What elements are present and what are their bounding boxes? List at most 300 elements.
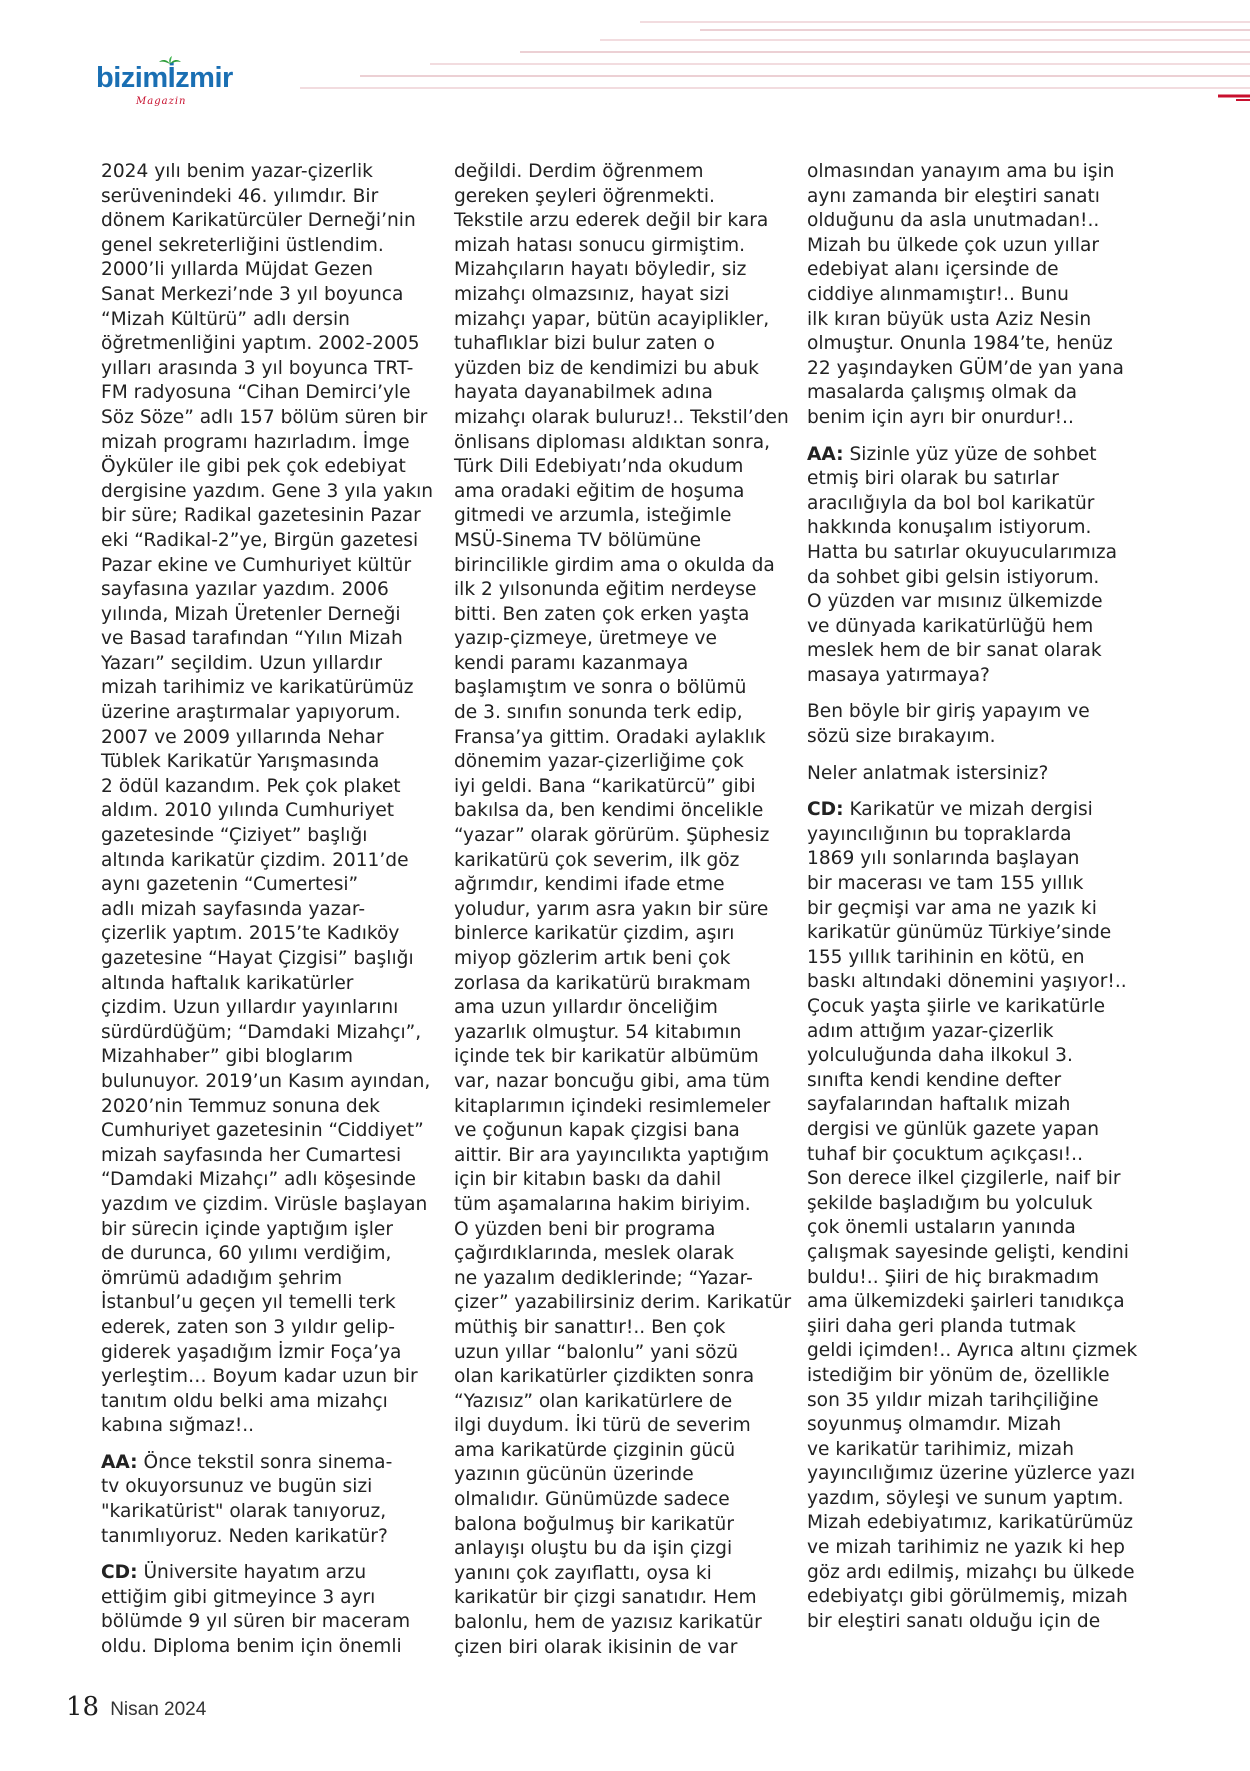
text-line	[101, 627, 441, 652]
text-line	[101, 898, 441, 923]
text-line	[101, 480, 441, 505]
text-line	[807, 798, 1147, 823]
text-line	[101, 1341, 441, 1366]
text-line-content: 155 yıllık tarihinin en kötü, en	[807, 946, 1085, 968]
text-line	[101, 726, 441, 751]
palm-tree-icon	[158, 56, 182, 80]
text-line	[454, 1586, 794, 1611]
text-line-content: ama oradaki eğitim de hoşuma	[454, 480, 745, 502]
text-line	[101, 972, 441, 997]
text-line	[454, 258, 794, 283]
text-line	[101, 1242, 441, 1267]
text-line-content: birincilikle girdim ama o okulda da	[454, 554, 775, 576]
text-line-content: soyunmuş olmamdır. Mizah	[807, 1414, 1062, 1436]
text-line	[454, 529, 794, 554]
text-line-content: çizdim. Uzun yıllardır yayınlarını	[101, 997, 399, 1019]
text-line-content: karikatür günümüz Türkiye’sinde	[807, 922, 1112, 944]
text-line	[101, 799, 441, 824]
text-line	[454, 627, 794, 652]
text-line-content: 2024 yılı benim yazar-çizerlik	[101, 161, 373, 182]
text-line	[454, 824, 794, 849]
text-line-content: balonlu, hem de yazısız karikatür	[454, 1612, 762, 1634]
text-line-content: MSÜ-Sinema TV bölümüne	[454, 529, 702, 551]
article-column-3	[807, 160, 1147, 1646]
text-line	[454, 1513, 794, 1538]
text-line	[101, 554, 441, 579]
text-line	[807, 700, 1147, 725]
text-line-content: O yüzden var mısınız ülkemizde	[807, 591, 1103, 613]
text-line-content: sözü size bırakayım.	[807, 726, 996, 748]
text-line-content: mizah tarihimiz ve karikatürümüz	[101, 677, 414, 699]
text-line	[101, 160, 441, 185]
text-line	[101, 947, 441, 972]
text-line-content: bakılsa da, ben kendimi öncelikle	[454, 800, 764, 822]
text-line-content: 2020’nin Temmuz sonuna dek	[101, 1095, 380, 1117]
logo-wordmark: bizimİzmir	[96, 62, 233, 94]
text-line-content: yüzden biz de kendimizi bu abuk	[454, 357, 759, 379]
text-line	[101, 873, 441, 898]
text-line-content: bölümde 9 yıl süren bir maceram	[101, 1611, 411, 1633]
text-line	[807, 1610, 1147, 1635]
text-line	[454, 947, 794, 972]
text-line-content: olmasından yanayım ama bu işin	[807, 161, 1115, 182]
text-line-content: olduğunu da asla unutmadan!..	[807, 210, 1100, 232]
text-line	[454, 1291, 794, 1316]
text-line	[807, 209, 1147, 234]
text-line	[101, 1610, 441, 1635]
text-line-content: bulunuyor. 2019’un Kasım ayından,	[101, 1070, 431, 1092]
text-line-content: üzerine araştırmalar yapıyorum.	[101, 702, 401, 724]
text-line-content: 22 yaşındayken GÜM’de yan yana	[807, 357, 1124, 379]
text-line	[101, 701, 441, 726]
text-line	[454, 1439, 794, 1464]
text-line	[454, 1070, 794, 1095]
text-line-content: mizahçı olmazsınız, hayat sizi	[454, 283, 730, 305]
text-line-content: ciddiye alınmamıştır!.. Bunu	[807, 283, 1069, 305]
text-line	[101, 1525, 441, 1550]
text-line-content: “Yazısız” olan karikatürlere de	[454, 1390, 733, 1412]
text-line	[101, 1070, 441, 1095]
text-line-content: Neler anlatmak istersiniz?	[807, 762, 1049, 784]
text-line	[101, 1267, 441, 1292]
body-paragraph	[807, 160, 1147, 431]
text-line	[454, 578, 794, 603]
text-line	[807, 566, 1147, 591]
text-line-content: Cumhuriyet gazetesinin “Ciddiyet”	[101, 1120, 424, 1142]
text-line	[454, 1267, 794, 1292]
text-line-content: Öyküler ile gibi pek çok edebiyat	[101, 456, 406, 478]
text-line	[454, 160, 794, 185]
text-line-content: İstanbul’u geçen yıl temelli terk	[101, 1292, 396, 1314]
text-line-content: ilk kıran büyük usta Aziz Nesin	[807, 308, 1092, 330]
interview-paragraph	[101, 1451, 441, 1549]
text-line-content: öğretmenliğini yaptım. 2002-2005	[101, 333, 420, 355]
text-line	[807, 1069, 1147, 1094]
text-line	[454, 357, 794, 382]
text-line	[807, 185, 1147, 210]
text-line-content: dergisi ve günlük gazete yapan	[807, 1118, 1100, 1140]
text-line	[454, 972, 794, 997]
text-line	[807, 639, 1147, 664]
text-line	[101, 234, 441, 259]
text-line-content: Mizah bu ülkede çok uzun yıllar	[807, 234, 1100, 256]
text-line	[807, 1143, 1147, 1168]
text-line-content: son 35 yıldır mizah tarihçiliğine	[807, 1389, 1099, 1411]
text-line	[454, 1021, 794, 1046]
text-line-content: Söz Söze” adlı 157 bölüm süren bir	[101, 406, 428, 428]
text-line-content: Mizah edebiyatımız, karikatürümüz	[807, 1512, 1134, 1534]
text-line-content: hakkında konuşalım istiyorum.	[807, 517, 1092, 539]
text-line	[101, 1218, 441, 1243]
text-line-content: olmuştur. Onunla 1984’te, henüz	[807, 333, 1113, 355]
text-line-content: Sanat Merkezi’nde 3 yıl boyunca	[101, 283, 404, 305]
text-line	[807, 332, 1147, 357]
text-line-content: Önce tekstil sonra sinema-	[137, 1451, 393, 1473]
text-line-content: Tekstile arzu ederek değil bir kara	[454, 210, 769, 232]
text-line-content: dönemim yazar-çizerliğime çok	[454, 751, 744, 773]
text-line-content: ettiğim gibi gitmeyince 3 ayrı	[101, 1586, 376, 1608]
text-line-content: şiiri daha geri planda tutmak	[807, 1315, 1076, 1337]
text-line-content: 1869 yılı sonlarında başlayan	[807, 848, 1080, 870]
text-line-content: mizah hatası sonucu girmiştim.	[454, 234, 746, 256]
text-line-content: “Damdaki Mizahçı” adlı köşesinde	[101, 1169, 416, 1191]
text-line	[454, 455, 794, 480]
text-line-content: altında haftalık karikatürler	[101, 972, 354, 994]
text-line-content: FM radyosuna “Cihan Demirci’yle	[101, 382, 411, 404]
text-line	[454, 922, 794, 947]
text-line-content: yayıncılığının bu topraklarda	[807, 823, 1072, 845]
text-line	[807, 492, 1147, 517]
text-line-content: yanını çok zayıflattı, oysa ki	[454, 1562, 712, 1584]
text-line	[454, 209, 794, 234]
text-line-content: Karikatür ve mizah dergisi	[843, 799, 1093, 821]
text-line	[101, 750, 441, 775]
text-line	[454, 1390, 794, 1415]
text-line-content: aynı gazetenin “Cumertesi”	[101, 874, 359, 896]
text-line	[454, 1316, 794, 1341]
logo-subtitle: Magazin	[136, 96, 187, 107]
text-line	[101, 504, 441, 529]
text-line	[454, 504, 794, 529]
text-line-content: Pazar ekine ve Cumhuriyet kültür	[101, 554, 412, 576]
text-line-content: yazdım, söyleşi ve sunum yaptım.	[807, 1487, 1124, 1509]
text-line	[101, 406, 441, 431]
text-line	[101, 849, 441, 874]
text-line-content: 2 ödül kazandım. Pek çok plaket	[101, 775, 401, 797]
text-line	[807, 1339, 1147, 1364]
text-line-content: bir süre; Radikal gazetesinin Pazar	[101, 505, 421, 527]
text-line-content: kabına sığmaz!..	[101, 1415, 255, 1437]
text-line	[807, 1093, 1147, 1118]
text-line	[807, 1315, 1147, 1340]
text-line	[454, 1611, 794, 1636]
text-line-content: içinde tek bir karikatür albümüm	[454, 1046, 759, 1068]
text-line-content: de durunca, 60 yılımı verdiğim,	[101, 1243, 392, 1265]
text-line	[807, 1536, 1147, 1561]
text-line-content: mizahçı olarak buluruz!.. Tekstil’den	[454, 406, 789, 428]
text-line-content: meslek hem de bir sanat olarak	[807, 640, 1102, 662]
speaker-label: CD:	[101, 1562, 138, 1584]
text-line-content: bir geçmişi var ama ne yazık ki	[807, 897, 1097, 919]
text-line-content: tanımlıyoruz. Neden karikatür?	[101, 1525, 388, 1547]
text-line	[807, 615, 1147, 640]
text-line-content: Mizahçıların hayatı böyledir, siz	[454, 259, 747, 281]
text-line-content: “Mizah Kültürü” adlı dersin	[101, 308, 350, 330]
text-line-content: gazetesine “Hayat Çizgisi” başlığı	[101, 948, 414, 969]
text-line	[101, 1475, 441, 1500]
text-line-content: kendi paramı kazanmaya	[454, 652, 689, 674]
text-line	[101, 676, 441, 701]
text-line	[454, 799, 794, 824]
text-line	[101, 258, 441, 283]
text-line-content: çalışmak sayesinde gelişti, kendini	[807, 1241, 1129, 1263]
text-line	[454, 308, 794, 333]
text-line	[454, 1463, 794, 1488]
text-line	[101, 1193, 441, 1218]
text-line	[454, 1218, 794, 1243]
text-line-content: giderek yaşadığım İzmir Foça’ya	[101, 1341, 402, 1363]
text-line	[807, 1487, 1147, 1512]
text-line-content: müthiş bir sanattır!.. Ben çok	[454, 1316, 726, 1338]
text-line	[101, 1021, 441, 1046]
text-line	[454, 1045, 794, 1070]
text-line-content: aldım. 2010 yılında Cumhuriyet	[101, 800, 395, 822]
magazine-logo	[96, 62, 246, 114]
text-line-content: adım attığım yazar-çizerlik	[807, 1020, 1054, 1042]
text-line-content: ve karikatür tarihimiz, mizah	[807, 1438, 1074, 1460]
text-line-content: tuhaflıklar bizi bulur zaten o	[454, 333, 715, 355]
text-line-content: oldu. Diploma benim için önemli	[101, 1636, 402, 1658]
text-line	[101, 185, 441, 210]
text-line	[807, 1020, 1147, 1045]
text-line	[807, 897, 1147, 922]
text-line	[807, 467, 1147, 492]
text-line	[101, 1561, 441, 1586]
text-line-content: edebiyat alanı içersinde de	[807, 259, 1059, 281]
text-line-content: yazının gücünün üzerinde	[454, 1464, 694, 1486]
text-line	[454, 1414, 794, 1439]
text-line	[454, 701, 794, 726]
text-line	[807, 258, 1147, 283]
text-line-content: aittir. Bir ara yayıncılıkta yaptığım	[454, 1144, 770, 1166]
speaker-label: AA:	[807, 443, 844, 465]
text-line-content: ama karikatürde çizginin gücü	[454, 1439, 736, 1461]
text-line	[454, 1095, 794, 1120]
text-line	[807, 541, 1147, 566]
text-line	[807, 590, 1147, 615]
text-line	[807, 1192, 1147, 1217]
text-line-content: çizer” yazabilirsiniz derim. Karikatür	[454, 1292, 792, 1314]
text-line	[454, 283, 794, 308]
text-line-content: edebiyatçı gibi görülmemiş, mizah	[807, 1586, 1128, 1608]
text-line	[101, 431, 441, 456]
text-line-content: ederek, zaten son 3 yıldır gelip-	[101, 1316, 395, 1338]
text-line	[807, 283, 1147, 308]
text-line	[807, 921, 1147, 946]
speaker-label: AA:	[101, 1451, 138, 1473]
text-line	[807, 1044, 1147, 1069]
text-line	[101, 922, 441, 947]
text-line	[454, 676, 794, 701]
article-column-2	[454, 160, 794, 1672]
text-line	[807, 847, 1147, 872]
text-line-content: uzun yıllar “balonlu” yani sözü	[454, 1341, 738, 1363]
text-line-content: zorlasa da karikatürü bırakmam	[454, 972, 751, 994]
text-line-content: yayıncılığımız üzerine yüzlerce yazı	[807, 1463, 1136, 1485]
text-line-content: önlisans diploması aldıktan sonra,	[454, 431, 771, 453]
text-line	[807, 995, 1147, 1020]
text-line	[101, 1500, 441, 1525]
text-line-content: masaya yatırmaya?	[807, 664, 990, 686]
text-line	[807, 234, 1147, 259]
speaker-label: CD:	[807, 799, 844, 821]
text-line-content: bir eleştiri sanatı olduğu için de	[807, 1610, 1101, 1632]
interview-paragraph	[807, 443, 1147, 689]
text-line-content: “yazar” olarak görürüm. Şüphesiz	[454, 825, 770, 847]
text-line	[807, 308, 1147, 333]
text-line	[807, 1585, 1147, 1610]
text-line-content: anlayışı oluştu bu da işin çizgi	[454, 1538, 733, 1560]
text-line-content: ve Basad tarafından “Yılın Mizah	[101, 628, 403, 650]
text-line	[807, 443, 1147, 468]
text-line-content: de 3. sınıfın sonunda terk edip,	[454, 702, 743, 724]
text-line-content: 2007 ve 2009 yıllarında Nehar	[101, 726, 384, 748]
text-line-content: yazarlık olmuştur. 54 kitabımın	[454, 1021, 742, 1043]
text-line	[454, 849, 794, 874]
text-line	[101, 775, 441, 800]
text-line-content: gereken şeyleri öğrenmekti.	[454, 185, 715, 207]
text-line	[807, 357, 1147, 382]
text-line	[454, 603, 794, 628]
text-line	[101, 381, 441, 406]
text-line	[101, 283, 441, 308]
text-line-content: yılında, Mizah Üretenler Derneği	[101, 603, 401, 625]
text-line-content: yazıp-çizmeye, üretmeye ve	[454, 628, 717, 650]
text-line-content: gazetesinde “Çiziyet” başlığı	[101, 825, 368, 847]
text-line-content: için bir kitabın baskı da dahil	[454, 1169, 722, 1191]
text-line	[101, 652, 441, 677]
body-paragraph	[101, 160, 441, 1439]
text-line-content: ömrümü adadığım şehrim	[101, 1267, 343, 1289]
text-line	[101, 1144, 441, 1169]
text-line	[101, 529, 441, 554]
text-line-content: Türk Dili Edebiyatı’nda okudum	[454, 456, 744, 478]
text-line-content: gitmedi ve arzumla, isteğimle	[454, 505, 732, 527]
text-line-content: ama ülkemizdeki şairleri tanıdıkça	[807, 1291, 1125, 1313]
text-line-content: binlerce karikatür çizdim, aşırı	[454, 923, 735, 945]
text-line-content: O yüzden beni bir programa	[454, 1218, 716, 1240]
text-line	[454, 996, 794, 1021]
text-line	[101, 1365, 441, 1390]
text-line-content: bir macerası ve tam 155 yıllık	[807, 873, 1084, 895]
text-line-content: olmalıdır. Günümüzde sadece	[454, 1489, 730, 1511]
text-line-content: Son derece ilkel çizgilerle, naif bir	[807, 1168, 1121, 1190]
text-line	[807, 381, 1147, 406]
text-line-content: istediğim bir yönüm de, özellikle	[807, 1364, 1110, 1386]
text-line	[454, 1341, 794, 1366]
text-line	[807, 1241, 1147, 1266]
text-line	[807, 872, 1147, 897]
text-line-content: adlı mizah sayfasında yazar-	[101, 898, 366, 920]
text-line-content: etmiş biri olarak bu satırlar	[807, 468, 1059, 490]
text-line	[101, 209, 441, 234]
text-line-content: geldi içimden!.. Ayrıca altını çizmek	[807, 1340, 1138, 1362]
text-line	[807, 1266, 1147, 1291]
text-line-content: Çocuk yaşta şiirle ve karikatürle	[807, 996, 1106, 1017]
text-line	[101, 1291, 441, 1316]
text-line	[454, 185, 794, 210]
text-line	[101, 1316, 441, 1341]
text-line-content: Yazarı” seçildim. Uzun yıllardır	[101, 652, 382, 674]
text-line	[454, 1537, 794, 1562]
text-line	[807, 762, 1147, 787]
text-line-content: olan karikatürler çizdikten sonra	[454, 1366, 755, 1388]
text-line	[454, 1119, 794, 1144]
text-line	[807, 1216, 1147, 1241]
text-line-content: Tüblek Karikatür Yarışmasında	[101, 751, 380, 773]
text-line-content: ama uzun yıllardır önceliğim	[454, 997, 718, 1019]
text-line-content: ve dünyada karikatürlüğü hem	[807, 615, 1094, 637]
text-line-content: mizahçı yapar, bütün acayiplikler,	[454, 308, 770, 330]
text-line-content: Sizinle yüz yüze de sohbet	[843, 443, 1097, 465]
text-line	[101, 996, 441, 1021]
text-line-content: bitti. Ben zaten çok erken yaşta	[454, 603, 750, 625]
text-line-content: tuhaf bir çocuktum açıkçası!..	[807, 1143, 1084, 1165]
text-line	[807, 1438, 1147, 1463]
text-line-content: masalarda çalışmış olmak da	[807, 382, 1078, 404]
text-line	[807, 1561, 1147, 1586]
text-line	[807, 1511, 1147, 1536]
text-line-content: miyop gözlerim artık beni çok	[454, 948, 731, 969]
text-line	[807, 1364, 1147, 1389]
text-line	[101, 1045, 441, 1070]
text-line	[454, 1242, 794, 1267]
text-line	[454, 332, 794, 357]
text-line	[454, 1193, 794, 1218]
text-line-content: serüvenindeki 46. yılımdır. Bir	[101, 185, 379, 207]
text-line	[807, 1462, 1147, 1487]
text-line-content: çizen biri olarak ikisinin de var	[454, 1636, 738, 1658]
text-line-content: eki “Radikal-2”ye, Birgün gazetesi	[101, 529, 419, 551]
text-line	[101, 1119, 441, 1144]
text-line	[454, 431, 794, 456]
text-line-content: değildi. Derdim öğrenmem	[454, 161, 704, 182]
article-column-1	[101, 160, 441, 1672]
text-line-content: ve çoğunun kapak çizgisi bana	[454, 1120, 740, 1142]
text-line	[807, 725, 1147, 750]
text-line-content: mizah sayfasında her Cumartesi	[101, 1144, 402, 1166]
text-line	[807, 970, 1147, 995]
text-line-content: yılları arasında 3 yıl boyunca TRT-	[101, 357, 414, 379]
text-line-content: tv okuyorsunuz ve bugün sizi	[101, 1476, 373, 1498]
text-line-content: ne yazalım dediklerinde; “Yazar-	[454, 1267, 753, 1289]
text-line-content: dergisine yazdım. Gene 3 yıla yakın	[101, 480, 434, 502]
text-line-content: iyi geldi. Bana “karikatürcü” gibi	[454, 775, 756, 797]
text-line	[454, 1562, 794, 1587]
text-line-content: sınıfta kendi kendine defter	[807, 1069, 1062, 1091]
issue-date: Nisan 2024	[110, 1699, 207, 1720]
text-line-content: yerleştim… Boyum kadar uzun bir	[101, 1366, 418, 1388]
text-line-content: tüm aşamalarına hakim biriyim.	[454, 1193, 751, 1215]
text-line	[807, 1118, 1147, 1143]
text-line-content: da sohbet gibi gelsin istiyorum.	[807, 566, 1100, 588]
text-line	[101, 1414, 441, 1439]
text-line	[807, 160, 1147, 185]
text-line-content: benim için ayrı bir onurdur!..	[807, 406, 1074, 428]
text-line	[454, 652, 794, 677]
text-line-content: aracılığıyla da bol bol karikatür	[807, 492, 1095, 514]
text-line-content: Mizahhaber” gibi bloglarım	[101, 1046, 354, 1068]
